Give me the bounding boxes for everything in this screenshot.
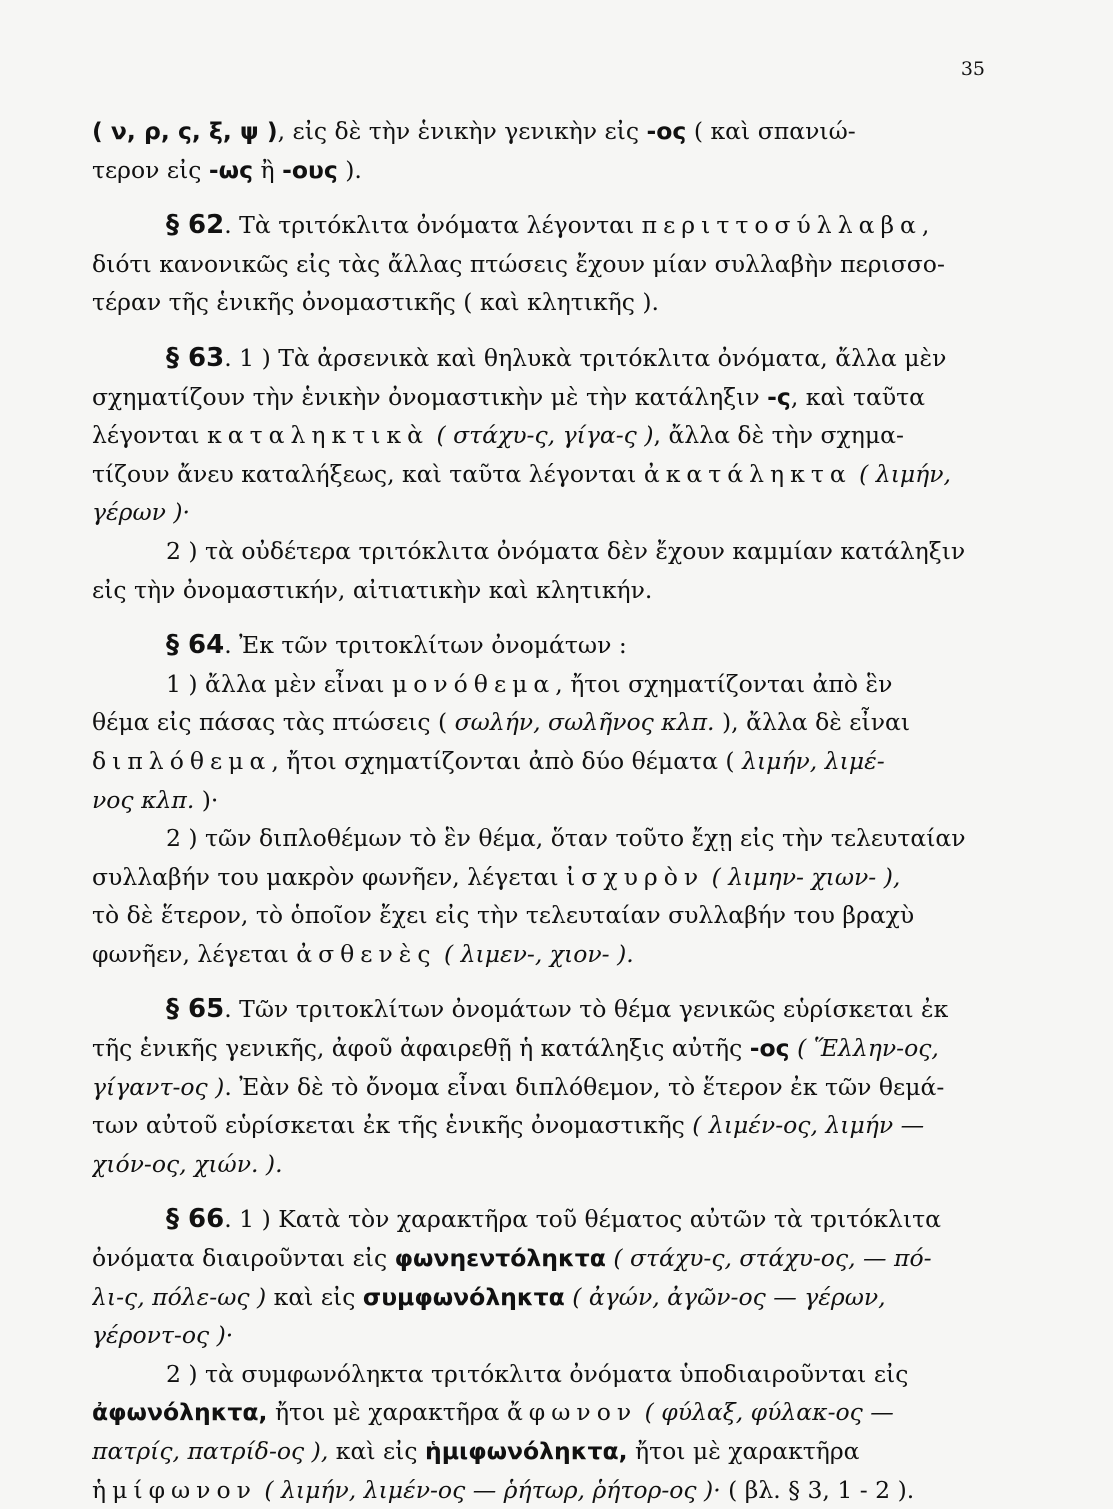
text-run: χιόν-ος, χιών. ). <box>92 1149 283 1178</box>
text-run: ἢ <box>253 155 283 184</box>
text-run: , ἤτοι σχηματίζονται ἀπὸ δύο θέματα ( <box>271 746 743 775</box>
text-line <box>92 1239 1004 1278</box>
text-line <box>92 1432 1004 1471</box>
text-run: εἰς τὴν ὀνομαστικήν, αἰτιατικὴν καὶ κλητικήν. <box>92 575 653 604</box>
text-run: τέραν τῆς ἑνικῆς ὀνομαστικῆς ( καὶ κλητικῆς ). <box>92 288 660 317</box>
text-run: ( λιμεν-, χιον- ). <box>436 939 634 968</box>
text-run: ( λιμην- χιων- ), <box>704 862 901 891</box>
text-run: , εἰς δὲ τὴν ἑνικὴν γενικὴν εἰς <box>277 117 647 145</box>
text-line <box>92 1106 1004 1145</box>
text-run: συλλαβήν του μακρὸν φωνῆεν, λέγεται <box>92 862 567 891</box>
text-run: ). <box>337 155 362 184</box>
page-number: 35 <box>960 58 985 80</box>
text-run: ἤτοι μὲ χαρακτῆρα <box>267 1398 507 1427</box>
text-run: τίζουν ἄνευ καταλήξεως, καὶ ταῦτα λέγονται <box>92 459 644 488</box>
text-run: . 1 ) Κατὰ τὸν χαρακτῆρα τοῦ θέματος αὐτῶν τὰ τριτόκλιτα <box>224 1205 942 1234</box>
text-line <box>92 819 1004 858</box>
text-line <box>92 626 1004 665</box>
section-number: § 64 <box>166 630 225 661</box>
text-run: τὸ δὲ ἕτερον, τὸ ὁποῖον ἔχει εἰς τὴν τελευταίαν συλλαβήν του βραχὺ <box>92 901 915 930</box>
text-run: 2 ) τῶν διπλοθέμων τὸ ἓν θέμα, ὅταν τοῦτο ἔχῃ εἰς τὴν τελευταίαν <box>166 824 966 853</box>
text-line <box>92 455 1004 494</box>
text-run: 1 ) ἄλλα μὲν εἶναι <box>166 669 392 698</box>
text-run: ὀνόματα διαιροῦνται εἰς <box>92 1244 395 1273</box>
text-run: . Ἐὰν δὲ τὸ ὄνομα εἶναι διπλόθεμον, τὸ ἕτερον ἐκ τῶν θεμά- <box>224 1072 945 1101</box>
text-run: τερον εἰς <box>92 155 209 184</box>
text-run: τῆς ἑνικῆς γενικῆς, ἀφοῦ ἀφαιρεθῇ ἡ κατάληξις αὐτῆς <box>92 1034 750 1063</box>
text-line <box>92 416 1004 455</box>
text-line <box>92 493 1004 532</box>
text-line <box>92 742 1004 781</box>
text-line <box>92 1200 1004 1239</box>
text-line <box>92 245 1004 284</box>
text-run: διπλόθεμα <box>92 746 272 775</box>
text-run: ( Ἕλλην-ος, <box>789 1034 939 1063</box>
text-run: πατρίς, πατρίδ-ος ), <box>92 1437 329 1465</box>
text-run: σχηματίζουν τὴν ἑνικὴν ὀνομαστικὴν μὲ τὴν κατάληξιν <box>92 382 768 411</box>
text-line <box>92 665 1004 704</box>
text-run: γέρων )· <box>92 498 191 527</box>
text-run: λι-ς, πόλε-ως ) <box>92 1282 267 1311</box>
paragraph-gap <box>92 609 1004 626</box>
text-run: ( λιμέν-ος, λιμήν — <box>692 1111 925 1140</box>
text-run: ( στάχυ-ς, γίγα-ς ) <box>428 421 654 450</box>
paragraph-gap <box>92 973 1004 990</box>
text-line <box>92 283 1004 322</box>
section-number: § 66 <box>166 1204 225 1235</box>
text-run: -ς <box>767 382 791 411</box>
section-number: § 62 <box>166 210 225 241</box>
text-run: . Τὰ τριτόκλιτα ὀνόματα λέγονται <box>224 211 642 240</box>
text-run: λέγονται <box>92 421 208 450</box>
text-line <box>92 339 1004 378</box>
text-line <box>92 1355 1004 1394</box>
text-run: ἀκατάληκτα <box>643 459 852 488</box>
text-line <box>92 1471 1004 1509</box>
text-run: καὶ εἰς <box>328 1437 426 1465</box>
text-run: νος κλπ. <box>92 785 195 814</box>
paragraph-gap <box>92 1183 1004 1200</box>
text-run: ( καὶ σπανιώ- <box>686 117 856 145</box>
text-run: , ἄλλα δὲ τὴν σχημα- <box>653 421 904 450</box>
text-run: ( λιμήν, λιμέν-ος — ῥήτωρ, ῥήτορ-ος )· <box>256 1475 721 1504</box>
paragraph-gap <box>92 189 1004 206</box>
text-run: φωνῆεν, λέγεται <box>92 939 297 968</box>
text-run: συμφωνόληκτα <box>362 1282 565 1311</box>
text-run: ἡμιφωνόληκτα, <box>425 1437 628 1465</box>
text-line <box>92 1316 1004 1355</box>
text-line <box>92 781 1004 820</box>
text-line <box>92 206 1004 245</box>
text-run: 2 ) τὰ οὐδέτερα τριτόκλιτα ὀνόματα δὲν ἔχουν καμμίαν κατάληξιν <box>166 536 966 565</box>
text-run: )· <box>194 785 219 814</box>
text-line <box>92 1278 1004 1317</box>
text-run: διότι κανονικῶς εἰς τὰς ἄλλας πτώσεις ἔχουν μίαν συλλαβὴν περισσο- <box>92 249 945 278</box>
text-line <box>92 378 1004 417</box>
paragraph-gap <box>92 322 1004 339</box>
text-line <box>92 532 1004 571</box>
text-run: γίγαντ-ος ) <box>92 1072 225 1101</box>
text-line <box>92 703 1004 742</box>
section-number: § 63 <box>166 342 225 373</box>
text-run: 2 ) τὰ συμφωνόληκτα τριτόκλιτα ὀνόματα ὑποδιαιροῦνται εἰς <box>166 1359 909 1388</box>
text-line <box>92 571 1004 610</box>
text-line <box>92 990 1004 1029</box>
text-run: ( ἀγών, ἀγῶν-ος — γέρων, <box>564 1282 886 1311</box>
text-line <box>92 858 1004 897</box>
text-run: , <box>921 211 930 240</box>
text-run: ( φύλαξ, φύλακ-ος — <box>637 1398 894 1427</box>
text-run: ( βλ. § 3, 1 - 2 ). <box>720 1475 915 1504</box>
text-run: -ος <box>646 117 687 145</box>
page-text <box>92 112 1004 1509</box>
text-run: ἄφωνον <box>506 1398 638 1427</box>
text-run: . Τῶν τριτοκλίτων ὀνομάτων τὸ θέμα γενικῶς εὑρίσκεται ἐκ <box>224 995 949 1024</box>
text-run: περιττοσύλλαβα <box>641 211 922 240</box>
text-run: θέμα εἰς πάσας τὰς πτώσεις ( <box>92 708 455 737</box>
section-number: § 65 <box>166 994 225 1025</box>
text-run: σωλήν, σωλῆνος κλπ. <box>454 708 715 737</box>
text-run: ἤτοι μὲ χαρακτῆρα <box>627 1437 860 1465</box>
text-run: ἀσθενὲς <box>296 939 437 968</box>
text-run: ( στάχυ-ς, στάχυ-ος, — πό- <box>605 1244 932 1273</box>
text-run: φωνηεντόληκτα <box>394 1244 606 1273</box>
text-line <box>92 896 1004 935</box>
text-run: ἡμίφωνον <box>92 1475 257 1504</box>
text-line <box>92 1145 1004 1184</box>
text-run: γέροντ-ος )· <box>92 1321 234 1350</box>
text-run: -ως <box>208 155 254 184</box>
text-run: ), ἄλλα δὲ εἶναι <box>714 708 911 737</box>
text-run: . Ἐκ τῶν τριτοκλίτων ὀνομάτων : <box>224 631 627 660</box>
text-run: των αὐτοῦ εὑρίσκεται ἐκ τῆς ἑνικῆς ὀνομαστικῆς <box>92 1111 693 1140</box>
text-line <box>92 1029 1004 1068</box>
text-line <box>92 1393 1004 1432</box>
text-run: ἰσχυρὸν <box>566 862 705 891</box>
text-run: καὶ εἰς <box>266 1282 363 1311</box>
text-run: ( λιμήν, <box>851 459 952 488</box>
text-line <box>92 1068 1004 1107</box>
text-run: . 1 ) Τὰ ἀρσενικὰ καὶ θηλυκὰ τριτόκλιτα ὀνόματα, ἄλλα μὲν <box>224 343 947 372</box>
text-run: ἀφωνόληκτα, <box>92 1398 268 1427</box>
text-run: ( ν, ρ, ς, ξ, ψ ) <box>92 117 278 145</box>
text-run: λιμήν, λιμέ- <box>742 746 885 775</box>
text-run: μονόθεμα <box>391 669 556 698</box>
text-run: καταληκτικὰ <box>207 421 429 450</box>
text-run: , ἤτοι σχηματίζονται ἀπὸ ἓν <box>555 669 893 698</box>
text-line <box>92 935 1004 974</box>
text-run: -ος <box>749 1034 790 1063</box>
text-run: -ους <box>282 155 338 184</box>
text-line <box>92 112 1004 151</box>
text-line <box>92 151 1004 190</box>
text-run: , καὶ ταῦτα <box>790 382 926 411</box>
